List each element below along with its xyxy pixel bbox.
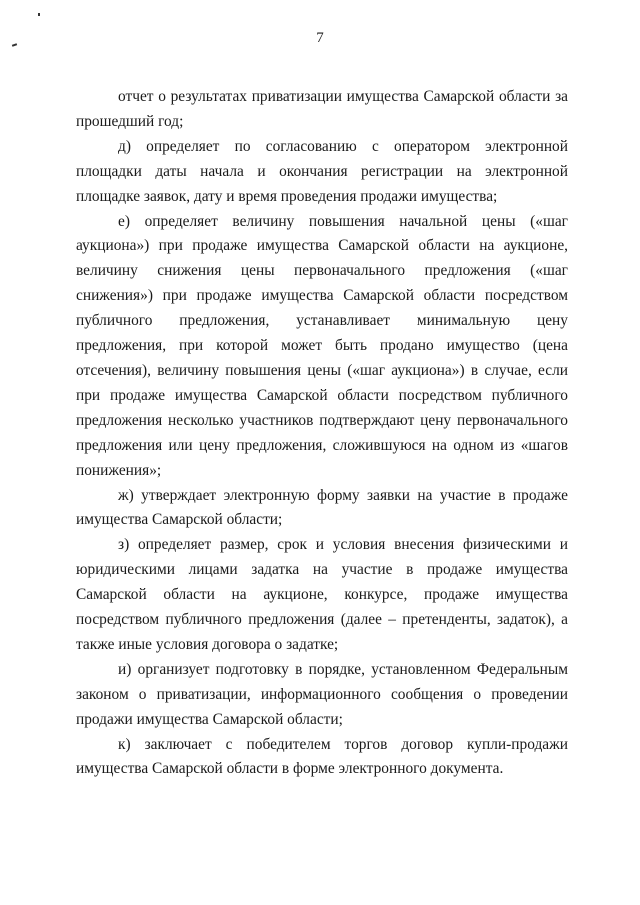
paragraph-i: и) организует подготовку в порядке, установленном Федеральным законом о приватизации, информационного сообщения о проведении продажи имущества Самарской области; [76, 660, 568, 728]
page-number: 7 [316, 30, 324, 46]
paragraph-d: д) определяет по согласованию с оператором электронной площадки даты начала и окончания регистрации на электронной площадке заявок, дату и время проведения продажи имущества; [76, 137, 568, 205]
document-body [76, 85, 568, 782]
paragraph-continuation: отчет о результатах приватизации имущества Самарской области за прошедший год; [76, 88, 568, 130]
paragraph-e: е) определяет величину повышения начальной цены («шаг аукциона») при продаже имущества Самарской области на аукционе, величину снижения цены первоначального предложения («шаг снижения») при продаже имущества Самарской области посредством публичного предложения, устанавливает минимальную цену предложения, при которой может быть продано имущество (цена отсечения), величину повышения цены («шаг аукциона») в случае, если при продаже имущества Самарской области посредством публичного предложения несколько участников подтверждают цену первоначального предложения или цену предложения, сложившуюся на одном из «шагов понижения»; [76, 212, 568, 479]
scan-speck [38, 13, 40, 16]
paragraph-k: к) заключает с победителем торгов договор купли-продажи имущества Самарской области в форме электронного документа. [76, 735, 568, 778]
paragraph-z: з) определяет размер, срок и условия внесения физическими и юридическими лицами задатка на участие в продаже имущества Самарской области на аукционе, конкурсе, продаже имущества посредством публичного предложения (далее – претенденты, задаток), а также иные условия договора о задатке; [76, 536, 568, 653]
paragraph-zh: ж) утверждает электронную форму заявки на участие в продаже имущества Самарской области; [76, 486, 568, 529]
